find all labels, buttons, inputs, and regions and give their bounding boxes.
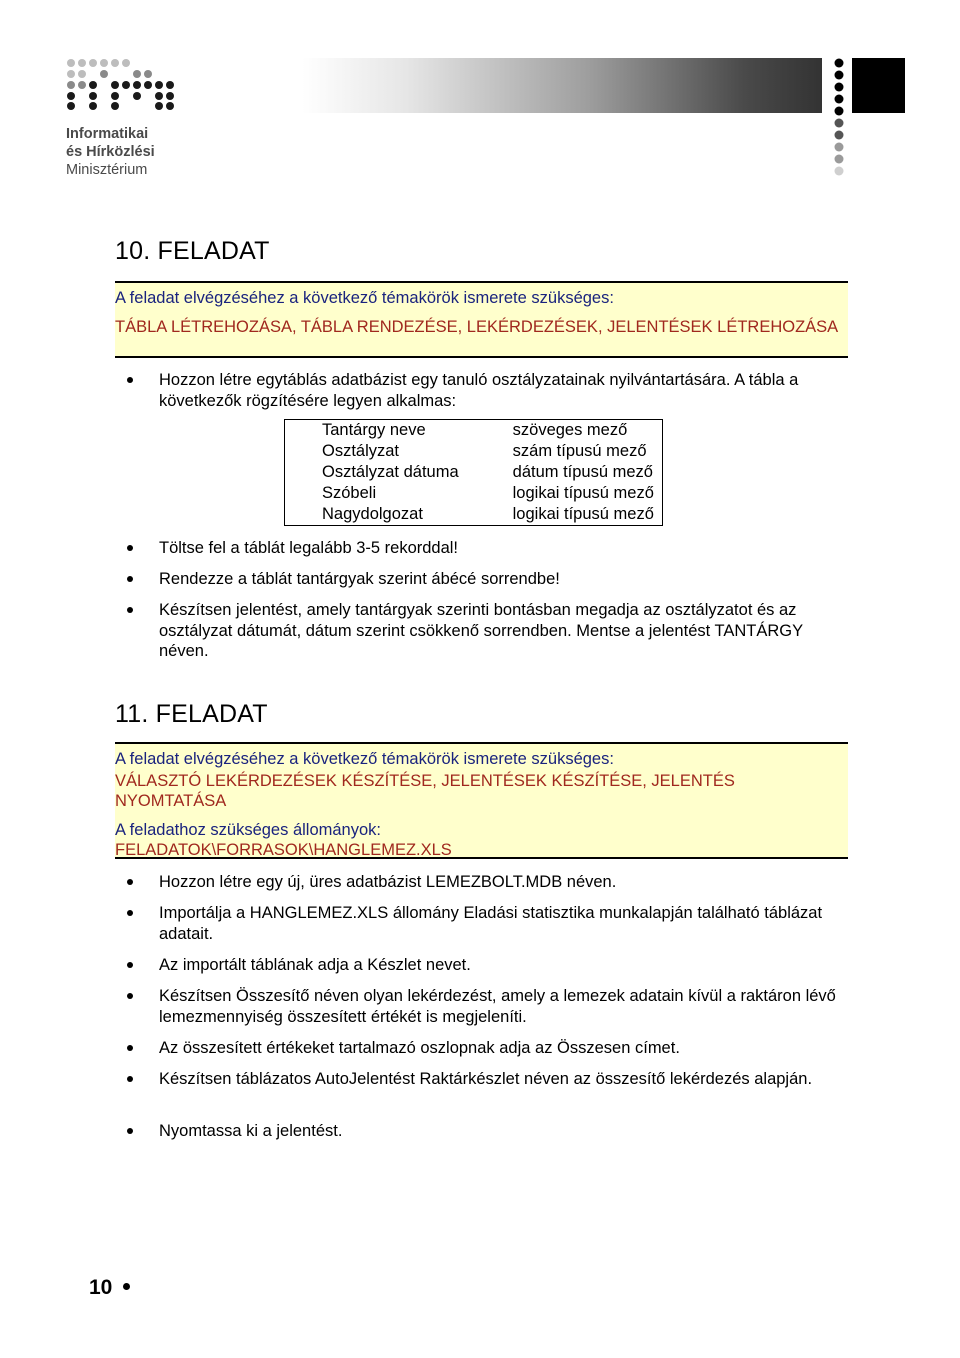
field-type: logikai típusú mező (512, 505, 654, 523)
field-row (285, 462, 663, 483)
field-definition-table (284, 419, 663, 526)
field-row (285, 504, 663, 526)
task-11-item: Importálja a HANGLEMEZ.XLS állomány Eladási statisztika munkalapján található táblázat adatait. (159, 903, 839, 944)
task-10-title: 10. FELADAT (115, 237, 270, 265)
task-10-prereq-label: A feladat elvégzéséhez a következő témakörök ismerete szükséges: (115, 289, 614, 307)
logo-line-3: Minisztérium (66, 162, 148, 178)
field-row (285, 483, 663, 504)
logo-line-1: Informatikai (66, 126, 149, 142)
field-name: Osztályzat dátuma (322, 463, 459, 481)
field-name: Nagydolgozat (322, 505, 423, 523)
task-10-item: Készítsen jelentést, amely tantárgyak szerinti bontásban megadja az osztályzatot és az osztályzat dátumát, dátum szerint csökkenő sorrendben. Mentse a jelentést TANTÁRGY néven. (159, 600, 839, 662)
task-10-item: Töltse fel a táblát legalább 3-5 rekorddal! (159, 538, 839, 559)
task-11-item: Az importált táblának adja a Készlet nevet. (159, 955, 839, 976)
task-10-prereq-box (115, 281, 848, 358)
task-10-item: Hozzon létre egytáblás adatbázist egy tanuló osztályzatainak nyilvántartására. A tábla a következők rögzítésére legyen alkalmas: (159, 370, 839, 411)
page-number: 10 (89, 1276, 113, 1299)
field-type: logikai típusú mező (512, 484, 654, 502)
task-11-title: 11. FELADAT (115, 700, 268, 728)
task-11-item: Készítsen Összesítő néven olyan lekérdezést, amely a lemezek adatain kívül a raktáron lévő lemezmennyiség összesített értékét is megjeleníti. (159, 986, 839, 1027)
page-number-dot-icon (123, 1283, 130, 1290)
field-type: szöveges mező (512, 421, 628, 439)
field-type: dátum típusú mező (512, 463, 653, 481)
ministry-logo-text (66, 125, 155, 179)
task-11-prereq-box (115, 742, 848, 859)
field-name: Tantárgy neve (322, 421, 426, 439)
task-11-files-label: A feladathoz szükséges állományok: (115, 821, 381, 839)
header-dark-block (852, 58, 905, 113)
task-11-item: Nyomtassa ki a jelentést. (159, 1121, 839, 1142)
task-10-topics: TÁBLA LÉTREHOZÁSA, TÁBLA RENDEZÉSE, LEKÉRDEZÉSEK, JELENTÉSEK LÉTREHOZÁSA (115, 318, 839, 336)
task-10-item: Rendezze a táblát tantárgyak szerint ábécé sorrendbe! (159, 569, 839, 590)
task-11-item: Az összesített értékeket tartalmazó oszlopnak adja az Összesen címet. (159, 1038, 839, 1059)
field-name: Szóbeli (322, 484, 377, 502)
task-11-item: Hozzon létre egy új, üres adatbázist LEMEZBOLT.MDB néven. (159, 872, 839, 893)
task-11-prereq-label: A feladat elvégzéséhez a következő témakörök ismerete szükséges: (115, 750, 614, 768)
task-11-item: Készítsen táblázatos AutoJelentést Raktárkészlet néven az összesítő lekérdezés alapján. (159, 1069, 839, 1090)
task-11-files: FELADATOK\FORRASOK\HANGLEMEZ.XLS (115, 841, 452, 859)
field-row (285, 441, 663, 462)
logo-line-2: és Hírközlési (66, 144, 155, 160)
field-name: Osztályzat (322, 442, 400, 460)
field-type: szám típusú mező (512, 442, 647, 460)
field-row (285, 420, 663, 442)
ministry-logo-icon (66, 58, 181, 110)
header-gradient-band (302, 58, 822, 113)
task-11-topics: VÁLASZTÓ LEKÉRDEZÉSEK KÉSZÍTÉSE, JELENTÉSEK KÉSZÍTÉSE, JELENTÉS NYOMTATÁSA (115, 772, 735, 810)
header-dots-icon (826, 58, 852, 178)
